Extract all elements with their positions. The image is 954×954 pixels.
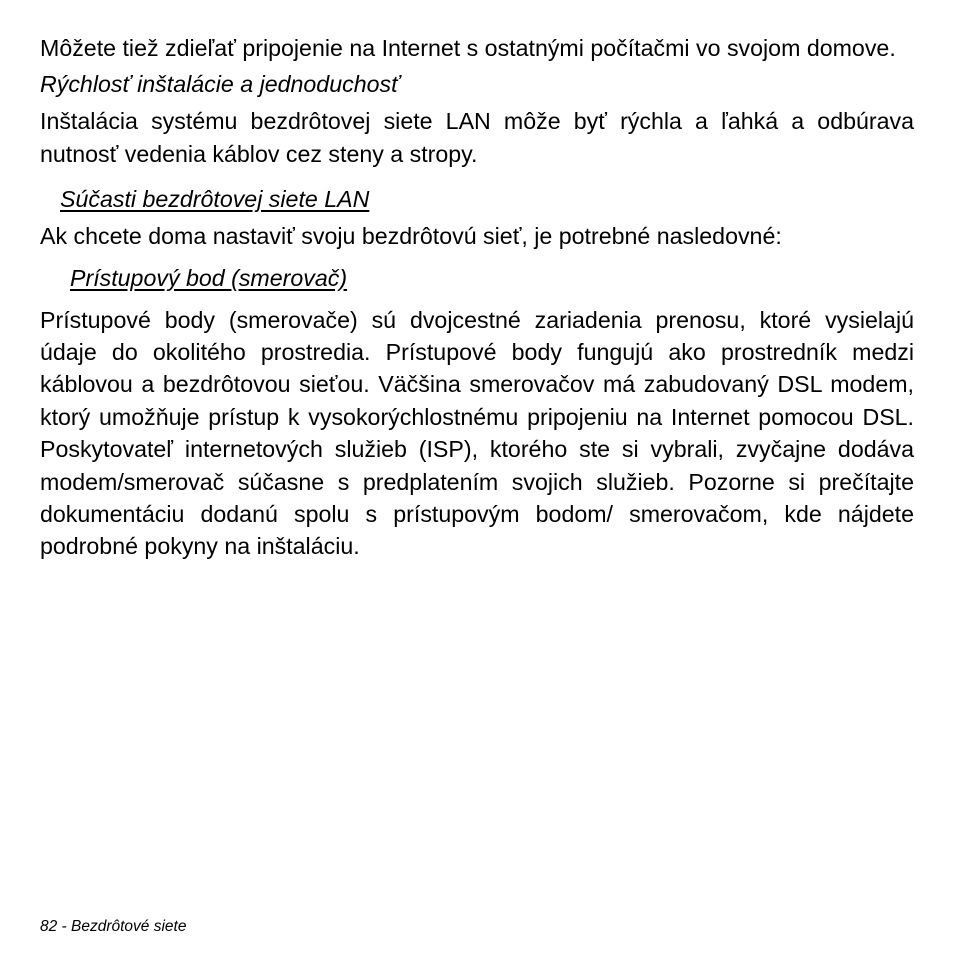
document-page xyxy=(40,32,914,563)
subheading-speed: Rýchlosť inštalácie a jednoduchosť xyxy=(40,71,400,98)
section-heading-components: Súčasti bezdrôtovej siete LAN xyxy=(60,186,370,213)
access-point-paragraph: Prístupové body (smerovače) sú dvojcestné zariadenia prenosu, ktoré vysielajú údaje do okolitého prostredia. Prístupové body fungujú ako prostredník medzi káblovou a bezdrôtovou sieťou. Väčšina smerovačov má zabudovaný DSL modem, ktorý umožňuje prístup k vysokorýchlostnému pripojeniu na Internet pomocou DSL. Poskytovateľ internetových služieb (ISP), ktorého ste si vybrali, zvyčajne dodáva modem/smerovač súčasne s predplatením svojich služieb. Pozorne si prečítajte dokumentáciu dodanú spolu s prístupovým bodom/ smerovačom, kde nájdete podrobné pokyny na inštaláciu. xyxy=(40,306,914,560)
components-intro-paragraph: Ak chcete doma nastaviť svoju bezdrôtovú sieť, je potrebné nasledovné: xyxy=(40,223,782,250)
intro-paragraph: Môžete tiež zdieľať pripojenie na Internet s ostatnými počítačmi vo svojom domove. xyxy=(40,35,896,61)
section-heading-access-point: Prístupový bod (smerovač) xyxy=(70,264,348,291)
page-footer: 82 - Bezdrôtové siete xyxy=(40,918,187,935)
speed-paragraph: Inštalácia systému bezdrôtovej siete LAN môže byť rýchla a ľahká a odbúrava nutnosť vedenia káblov cez steny a stropy. xyxy=(40,108,914,167)
